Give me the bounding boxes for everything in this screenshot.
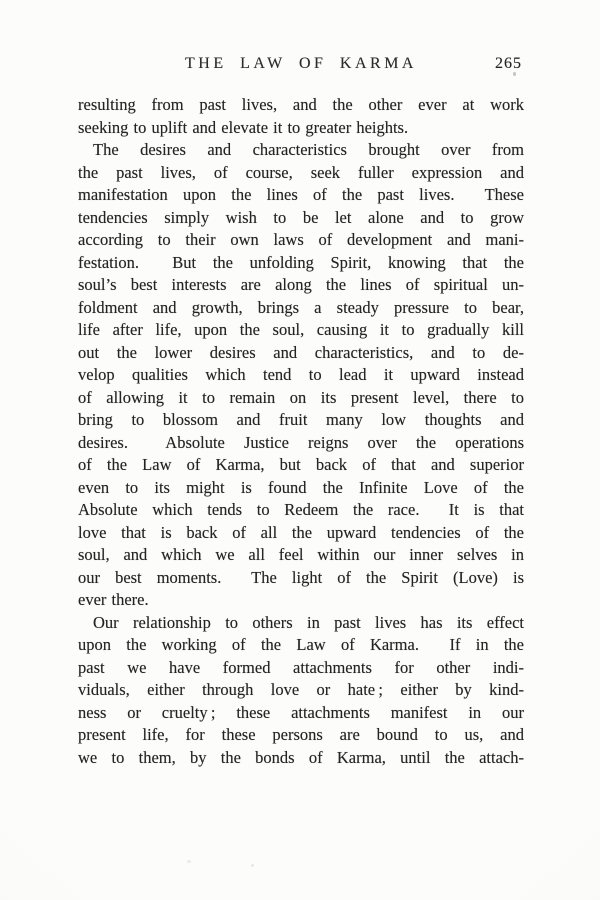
text-line: soul, and which we all feel within our inner selves in bbox=[78, 545, 524, 564]
paragraph bbox=[78, 612, 524, 770]
text-line: we to them, by the bonds of Karma, until the attach- bbox=[78, 747, 524, 767]
body-text bbox=[78, 94, 524, 769]
text-line: present life, for these persons are bound to us, and bbox=[78, 725, 524, 744]
text-line: love that is back of all the upward tendencies of the bbox=[78, 522, 524, 542]
page-number: 265 bbox=[495, 55, 522, 72]
text-line: foldment and growth, brings a steady pressure to bear, bbox=[78, 297, 524, 317]
text-line: festation. But the unfolding Spirit, knowing that the bbox=[78, 252, 524, 272]
text-line: Our relationship to others in past lives has its effect bbox=[93, 612, 524, 632]
running-head bbox=[78, 54, 524, 76]
text-line: manifestation upon the lines of the past lives. These bbox=[78, 185, 524, 204]
scan-speck bbox=[187, 860, 191, 863]
text-line: ness or cruelty ; these attachments manifest in our bbox=[78, 702, 524, 722]
text-line: the past lives, of course, seek fuller expression and bbox=[78, 162, 524, 182]
text-line: according to their own laws of development and mani- bbox=[78, 230, 524, 249]
scan-speck bbox=[513, 72, 516, 76]
paragraph bbox=[78, 139, 524, 612]
text-line: viduals, either through love or hate ; either by kind- bbox=[78, 680, 524, 699]
text-line: of the Law of Karma, but back of that and superior bbox=[78, 455, 524, 474]
text-line: our best moments. The light of the Spirit (Love) is bbox=[78, 567, 524, 587]
text-line: Absolute which tends to Redeem the race. It is that bbox=[78, 500, 524, 519]
text-line: soul’s best interests are along the lines of spiritual un- bbox=[78, 275, 524, 294]
text-line: velop qualities which tend to lead it upward instead bbox=[78, 365, 524, 384]
text-line: The desires and characteristics brought over from bbox=[93, 140, 524, 159]
text-line: bring to blossom and fruit many low thoughts and bbox=[78, 410, 524, 429]
text-line: ever there. bbox=[78, 590, 149, 609]
running-head-title: THE LAW OF KARMA bbox=[185, 55, 417, 72]
scan-speck bbox=[251, 864, 254, 867]
text-line: life after life, upon the soul, causing it to gradually kill bbox=[78, 320, 524, 339]
text-line: desires. Absolute Justice reigns over the operations bbox=[78, 432, 524, 452]
text-line: even to its might is found the Infinite Love of the bbox=[78, 477, 524, 497]
text-line: past we have formed attachments for other indi- bbox=[78, 657, 524, 677]
text-line: tendencies simply wish to be let alone and to grow bbox=[78, 207, 524, 227]
text-line: out the lower desires and characteristics, and to de- bbox=[78, 342, 524, 362]
text-line: seeking to uplift and elevate it to greater heights. bbox=[78, 117, 409, 137]
text-line: upon the working of the Law of Karma. If in the bbox=[78, 635, 524, 654]
paragraph bbox=[78, 94, 524, 139]
text-line: resulting from past lives, and the other ever at work bbox=[78, 95, 524, 114]
text-line: of allowing it to remain on its present level, there to bbox=[78, 387, 524, 407]
